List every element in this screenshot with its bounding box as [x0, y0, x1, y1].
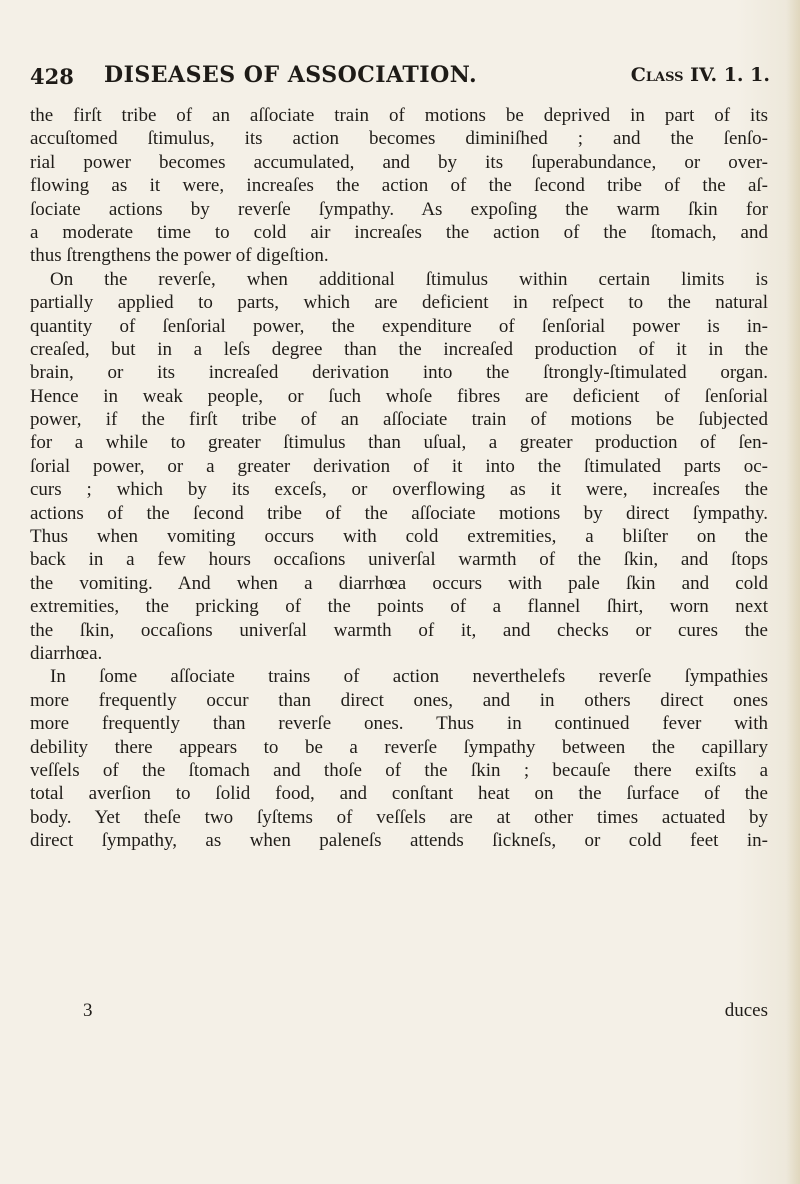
- text-line: thus ſtrengthens the power of digeſtion.: [30, 245, 329, 267]
- text-line: power, if the firſt tribe of an aſſociate train of motions be ſubjected: [30, 409, 768, 431]
- text-line: Hence in weak people, or ſuch whoſe fibres are deficient of ſenſorial: [30, 385, 768, 407]
- running-header: [30, 62, 770, 92]
- text-line: more frequently than reverſe ones. Thus in continued fever with: [30, 713, 768, 735]
- text-line: quantity of ſenſorial power, the expenditure of ſenſorial power is in-: [30, 315, 768, 337]
- text-line: more frequently occur than direct ones, and in others direct ones: [30, 689, 768, 711]
- catchword: duces: [724, 1000, 768, 1021]
- text-line: curs ; which by its exceſs, or overflowing as it were, increaſes the: [30, 479, 768, 501]
- text-line: direct ſympathy, as when paleneſs attends ſickneſs, or cold feet in-: [30, 830, 768, 852]
- text-line: rial power becomes accumulated, and by its ſuperabundance, or over-: [30, 151, 768, 173]
- text-line: back in a few hours occaſions univerſal warmth of the ſkin, and ſtops: [30, 549, 768, 571]
- text-line: accuſtomed ſtimulus, its action becomes diminiſhed ; and the ſenſo-: [30, 128, 768, 150]
- text-line: for a while to greater ſtimulus than uſual, a greater production of ſen-: [30, 432, 768, 454]
- text-line: a moderate time to cold air increaſes the action of the ſtomach, and: [30, 221, 768, 243]
- paragraph-start-line: On the reverſe, when additional ſtimulus within certain limits is: [50, 268, 768, 290]
- text-line: Thus when vomiting occurs with cold extremities, a bliſter on the: [30, 526, 768, 548]
- text-line: ſorial power, or a greater derivation of it into the ſtimulated parts oc-: [30, 455, 768, 477]
- text-line: debility there appears to be a reverſe ſympathy between the capillary: [30, 736, 768, 758]
- text-line: the firſt tribe of an aſſociate train of motions be deprived in part of its: [30, 105, 768, 126]
- text-line: brain, or its increaſed derivation into the ſtrongly-ſtimulated organ.: [30, 362, 768, 384]
- text-line: the ſkin, occaſions univerſal warmth of it, and checks or cures the: [30, 619, 768, 641]
- text-line: extremities, the pricking of the points of a flannel ſhirt, worn next: [30, 596, 768, 618]
- page-edge-shadow: [786, 0, 800, 1184]
- text-line: diarrhœa.: [30, 642, 103, 664]
- page-number: 428: [30, 64, 74, 89]
- text-line: the vomiting. And when a diarrhœa occurs with pale ſkin and cold: [30, 572, 768, 594]
- text-line: actions of the ſecond tribe of the aſſociate motions by direct ſympathy.: [30, 502, 768, 524]
- paragraph-start-line: In ſome aſſociate trains of action neverthelefs reverſe ſympathies: [50, 666, 768, 688]
- text-line: body. Yet theſe two ſyſtems of veſſels are at other times actuated by: [30, 806, 768, 828]
- text-line: partially applied to parts, which are deficient in reſpect to the natural: [30, 292, 768, 314]
- page-footer: [30, 1000, 768, 1024]
- running-title: DISEASES OF ASSOCIATION.: [104, 62, 478, 88]
- text-line: total averſion to ſolid food, and conſtant heat on the ſurface of the: [30, 783, 768, 805]
- text-line: veſſels of the ſtomach and thoſe of the ſkin ; becauſe there exiſts a: [30, 759, 768, 781]
- signature-mark: 3: [83, 1000, 93, 1021]
- body-text: [30, 104, 768, 853]
- text-line: ſociate actions by reverſe ſympathy. As expoſing the warm ſkin for: [30, 198, 768, 220]
- text-line: creaſed, but in a leſs degree than the increaſed production of it in the: [30, 338, 768, 360]
- text-line: flowing as it were, increaſes the action of the ſecond tribe of the aſ-: [30, 175, 768, 197]
- class-mark: Class IV. 1. 1.: [630, 64, 770, 86]
